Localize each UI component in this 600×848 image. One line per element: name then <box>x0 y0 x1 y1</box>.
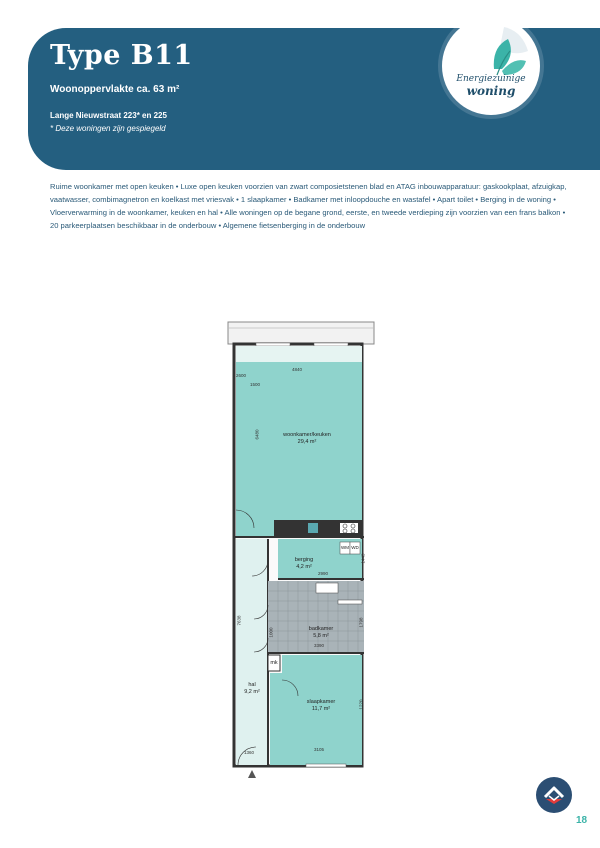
dim-2990: 2990 <box>318 571 329 576</box>
page-number: 18 <box>576 815 588 826</box>
living-area: Woonoppervlakte ca. 63 m² <box>50 84 180 95</box>
room-hal-name: hal <box>248 682 256 688</box>
room-woonkamer-area: 29,4 m² <box>297 439 317 445</box>
dim-1220: 1220 <box>358 699 364 710</box>
badge-line-2: woning <box>466 84 516 98</box>
page-title: Type B11 <box>50 40 193 71</box>
dim-2600: 2600 <box>236 373 247 378</box>
washing-machine-label: WM <box>341 545 349 550</box>
room-hal <box>238 682 266 696</box>
description: Ruime woonkamer met open keuken • Luxe open keuken voorzien van zwart composietstenen blad en ATAG inbouwapparatuur: gaskookplaat, afzuigkap, vaatwasser, combimagnetron en koelkast met vriesvak • 1 slaapkamer • Badkamer met inloopdouche en wastafel • Apart toilet • Berging in de woning • Vloerverwarming in de woonkamer, keuken en hal • Alle woningen op de begane grond, eerste, en tweede verdieping zijn voorzien van een frans balkon • 20 parkeerplaatsen beschikbaar in de onderbouw • Algemene fietsenberging in de onderbouw <box>50 182 567 230</box>
dim-1445: 1445 <box>360 553 366 564</box>
address: Lange Nieuwstraat 223* en 225 <box>50 111 167 120</box>
mirror-note: * Deze woningen zijn gespiegeld <box>50 124 166 133</box>
dim-3105: 3105 <box>314 747 325 752</box>
dryer-label: WD <box>351 545 359 550</box>
floor-plan <box>226 320 376 785</box>
room-berging <box>284 557 324 571</box>
dim-7638: 7638 <box>236 615 242 626</box>
room-woonkamer <box>262 432 352 446</box>
company-logo-shape <box>536 777 572 813</box>
dim-1798: 1798 <box>358 617 364 628</box>
company-logo-icon <box>536 777 572 813</box>
dim-1500: 1500 <box>250 382 261 387</box>
room-badkamer-area: 5,8 m² <box>313 633 329 639</box>
room-slaapkamer <box>296 699 346 713</box>
badge-line-1: Energiezuinige <box>456 74 526 84</box>
room-slaapkamer-area: 11,7 m² <box>311 706 331 712</box>
room-berging-area: 4,2 m² <box>296 564 312 570</box>
dim-1360: 1360 <box>244 750 255 755</box>
leaf-icon <box>442 17 540 115</box>
dim-1000: 1000 <box>268 627 274 638</box>
room-slaapkamer-name: slaapkamer <box>306 699 336 705</box>
meter-cupboard-label: mk <box>270 660 278 666</box>
dim-3390: 3390 <box>314 643 325 648</box>
energy-badge <box>442 17 540 115</box>
dim-4840: 4840 <box>292 367 303 372</box>
room-berging-name: berging <box>294 557 314 563</box>
dim-6480: 6480 <box>254 429 260 440</box>
room-hal-area: 9,2 m² <box>244 689 260 695</box>
room-woonkamer-name: woonkamer/keuken <box>283 432 331 438</box>
room-badkamer <box>296 626 346 640</box>
room-badkamer-name: badkamer <box>308 626 334 632</box>
